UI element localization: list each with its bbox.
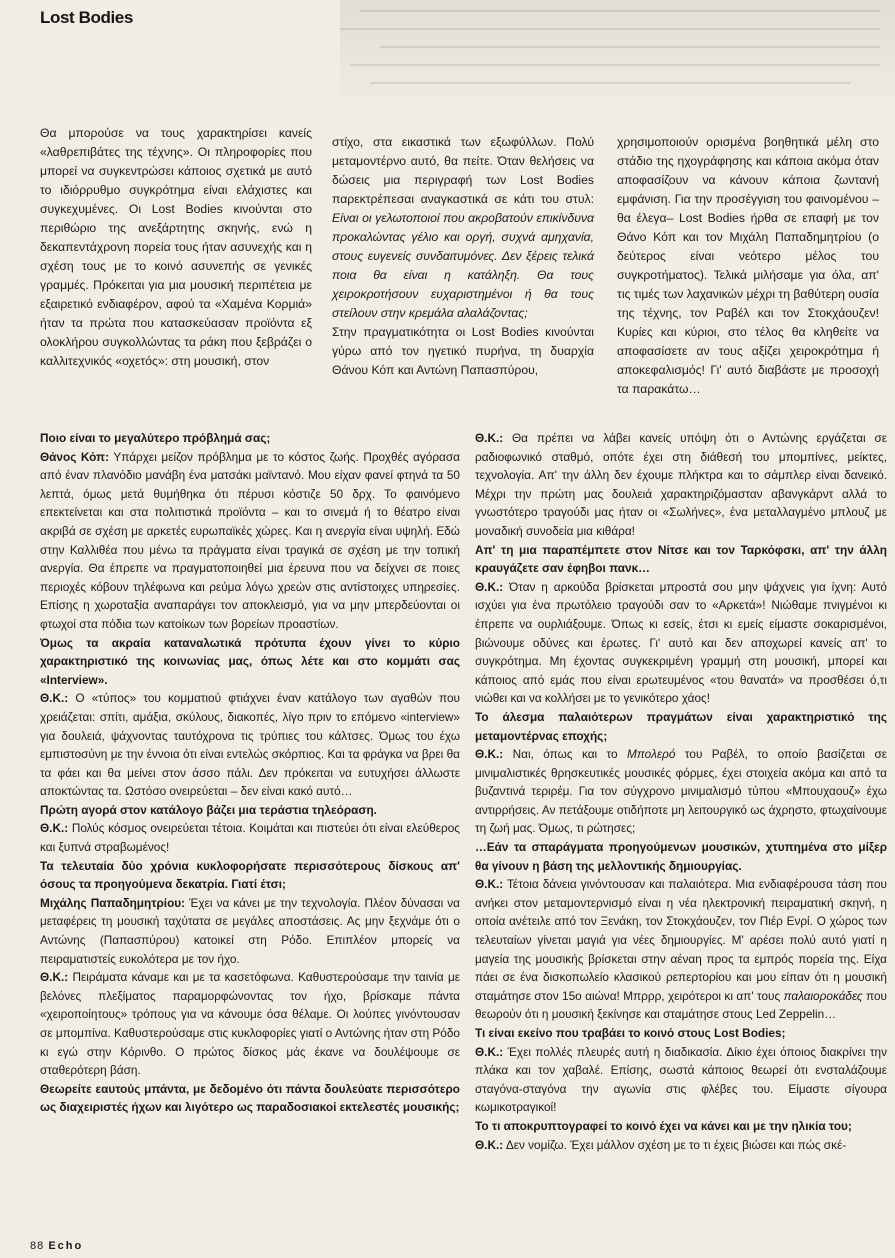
interview-answer xyxy=(475,1043,887,1117)
page-number: 88 xyxy=(30,1240,45,1252)
italic-title: παλαιοροκάδες xyxy=(783,988,863,1003)
page-footer xyxy=(30,1240,83,1252)
answer-text: Υπάρχει μείζον πρόβλημα με το κόστος ζωής. Προχθές αγόρασα από έναν πλανόδιο μανάβη ένα ματσάκι μαϊντανό. Μου είχαν φανεί φτηνά τα 50 λεπτά, όμως μετά θυμήθηκα ότι πέρυσι κόστιζε 50 δρχ. Το φαινόμενο επεκτείνεται και στα πολιτιστικά προϊόντα – και το σινεμά ή το θέατρο είναι ακριβά σε σχέση με αρκετές ευρωπαϊκές χώρες. Και η ανεργία είναι υψηλή. Εδώ στην Καλλιθέα που μένω τα πράγματα είναι τραγικά σε σχέση με την τοπική ανεργία. Θα έπρεπε να πραγματοποιηθεί μια έρευνα που να δείχνει σε ποιες περιοχές κόβουν τηλέφωνα και ρεύμα λόγω χρεών στις αντίστοιχες υπηρεσίες. Επίσης η χωροταξία αναπαράγει τον αποκλεισμό, για να μην μπερδεύονται οι φτωχοί στα πόδια των κατοίκων των βορείων προαστίων. xyxy=(40,449,460,631)
interview-answer xyxy=(475,429,887,541)
intro-paragraph: χρησιμοποιούν ορισμένα βοηθητικά μέλη στο στάδιο της ηχογράφησης και κάποια ακόμα όταν αποφασίζουν να κάνουν κάποια ζωντανή εμφάνιση. Για την προσέγγιση του φαινομένου –θα έλεγα– Lost Bodies ήρθα σε επαφή με τον Θάνο Κόπ και τον Μιχάλη Παπαδημητρίου (ο δεύτερος είναι νεότερο μέλος του συγκροτήματος). Τελικά μιλήσαμε για όλα, απ' τις τιμές των λαχανικών μέχρι τη βαθύτερη ουσία της τέχνης, τον Ραβέλ και τον Στοκχάουζεν! Κυρίες και κύριοι, στο τέλος θα κληθείτε να αποφασίσετε αν τους αξίζει χειροκρότημα ή αποκεφαλισμός! Γι' αυτό διαβάστε με προσοχή τα παρακάτω… xyxy=(617,135,879,396)
intro-paragraph: Θα μπορούσε να τους χαρακτηρίσει κανείς «λαθρεπιβάτες της τέχνης». Οι πληροφορίες που μπορεί να συγκεντρώσει κάποιος σχετικά με αυτό το ιδιόρρυθμο συγκρότημα είναι ελάχιστες και συγκεχυμένες. Οι Lost Bodies κινούνται στο περιθώριο της ανεξάρτητης σκηνής, ενώ η δεκαπεντάχρονη πορεία τους ήταν ασυνεχής και η σχέση τους με το κοινό ασυνεπής σε γενικές γραμμές. Πρόκειται για μια μουσική περιπέτεια με εξαιρετικό ενδιαφέρον, αφού τα «Χαμένα Κορμιά» ήταν τα πρώτα που κατασκεύασαν προϊόντα εξ ολοκλήρου συγκολλώντας τα ράκη που ξεβράζει ο καλλιτεχνικός «οχετός»: στη μουσική, στον xyxy=(40,126,312,368)
speaker-name: Θ.Κ.: xyxy=(475,747,504,762)
answer-text: Έχει να κάνει με την τεχνολογία. Πλέον δύνασαι να μεταφέρεις τη μουσική ταχύτατα σε μεγάλες αποστάσεις. Ας μην ξεχνάμε ότι ο Αντώνης (Παπασπύρου) κατοικεί στη Ρόδο. Επιπλέον μπορείς να πειραματιστείς ευκολότερα με τον ήχο. xyxy=(40,895,461,966)
interview-answer xyxy=(40,448,460,634)
answer-text: Θα πρέπει να λάβει κανείς υπόψη ότι ο Αντώνης εργάζεται σε ραδιοφωνικό σταθμό, οπότε έχει στη διάθεσή του μπομπίνες, μείκτες, τεχνολογία. Απ' την άλλη δεν έχουμε πλήκτρα και το σάμπλερ είναι δανεικό. Μέχρι την πρώτη μας δουλειά χαρακτηριζόμασταν αβανγκάρντ αλλά το γνωστότερο τραγούδι μας ήταν οι «Σωλήνες», ένα μεταλλαγμένο μπλουζ με μοναδική συνοδεία μια κιθάρα! xyxy=(475,431,887,538)
intro-text: στίχο, στα εικαστικά των εξωφύλλων. Πολύ μεταμοντέρνο αυτό, θα πείτε. Όταν θελήσεις να δώσεις μια περιγραφή των Lost Bodies παρεκτρέπεσαι αναγκαστικά σε κάτι του στυλ: xyxy=(332,135,594,206)
interview-question: Το τι αποκρυπτογραφεί το κοινό έχει να κάνει και με την ηλικία του; xyxy=(475,1118,852,1133)
answer-text: Ο «τύπος» του κομματιού φτιάχνει έναν κατάλογο των αγαθών που χρειάζεται: σπίτι, αμάξια, σκύλους, διακοπές, λίγο πριν το επόμενο «interview» για δουλειά, ψάχνοντας ταυτόχρονα τις τρύπιες του κάλτσες. Όμως του έχω εμπιστοσύνη με την έννοια ότι είναι εντελώς σκόρπιος. Και τα φράγκα να βρει θα τα φάει και θα μείνει στον άσσο πάλι. Δεν πρόκειται να ευτυχήσει άλλωστε αποκτώντας τα. Ωστόσο ονειρεύεται – δεν είναι κακό αυτό… xyxy=(40,691,460,799)
speaker-name: Θ.Κ.: xyxy=(475,877,504,892)
interview-question: Πρώτη αγορά στον κατάλογο βάζει μια τεράστια τηλεόραση. xyxy=(40,802,377,817)
magazine-name: Echo xyxy=(48,1240,84,1252)
answer-text: του Ραβέλ, το οποίο βασίζεται σε μινιμαλιστικές θρησκευτικές μουσικές φόρμες, έχει στοιχεία ακόμα και από τα βυζαντινά τεριρέμ. Για τον σύγχρονο μινιμαλισμό τύπου «Μπουχαουζ» έχω αντιρρήσεις. Αν πετάξουμε οτιδήποτε μη λειτουργικό ως άχρηστο, φτωχαίνουμε τη ζωή μας. Όμως, τι ρώτησες; xyxy=(475,747,887,836)
interview-question: Το άλεσμα παλαιότερων πραγμάτων είναι χαρακτηριστικό της μεταμοντέρνας εποχής; xyxy=(475,709,887,743)
answer-text: που θεωρούν ότι η μουσική ξεκίνησε και σταμάτησε στους Led Zeppelin… xyxy=(475,988,887,1022)
intro-column-3 xyxy=(617,133,879,399)
speaker-name: Θ.Κ.: xyxy=(475,431,504,445)
interview-question: Απ' τη μια παραπέμπετε στον Νίτσε και τον Ταρκόφσκι, απ' την άλλη κραυγάζετε σαν έφηβοι πανκ… xyxy=(475,542,887,576)
interview-answer xyxy=(40,894,460,968)
speaker-name: Μιχάλης Παπαδημητρίου: xyxy=(40,895,186,910)
interview-question: Τι είναι εκείνο που τραβάει το κοινό στους Lost Bodies; xyxy=(475,1026,786,1040)
section-title: Lost Bodies xyxy=(40,8,133,27)
intro-italic-quote: Είναι οι γελωτοποιοί που ακροβατούν επικίνδυνα προκαλώντας γέλιο και οργή, συχνά αμηχανία, στους ευγενείς συνδαιτυμόνες. Δεν ξέρεις τελικά ποια θα είναι η κατάληξη. Θα τους χειροκροτήσουν ευχαριστημένοι ή θα τους στείλουν στην κρεμάλα αλαλάζοντας; xyxy=(332,211,594,320)
interview-answer xyxy=(475,745,887,838)
interview-question: Τα τελευταία δύο χρόνια κυκλοφορήσατε περισσότερους δίσκους απ' όσους τα προηγούμενα δεκατρία. Γιατί έτσι; xyxy=(40,858,460,892)
answer-text: Έχει πολλές πλευρές αυτή η διαδικασία. Δίκιο έχει όποιος διακρίνει την πλάκα και τον χαβαλέ. Επίσης, σωστά κάποιος θεωρεί ότι ενσταλάζουμε σταγόνα-σταγόνα την αγωνία στις φλέβες του. Είμαστε σίγουρα κωμικοτραγικοί! xyxy=(475,1044,887,1115)
interview-answer xyxy=(40,819,460,856)
interview-answer xyxy=(475,1136,887,1155)
speaker-name: Θ.Κ.: xyxy=(475,1044,504,1059)
interview-question: Ποιο είναι το μεγαλύτερο πρόβλημά σας; xyxy=(40,431,271,445)
answer-text: Πολύς κόσμος ονειρεύεται τέτοια. Κοιμάται και πιστεύει ότι είναι ελεύθερος και ξυπνά στραβωμένος! xyxy=(40,821,460,855)
interview-answer xyxy=(40,968,460,1080)
interview-question: Όμως τα ακραία καταναλωτικά πρότυπα έχουν γίνει το κύριο χαρακτηριστικό της κοινωνίας μας, όπως λέτε και στο κομμάτι σας «Interview». xyxy=(40,635,460,687)
answer-text: Όταν η αρκούδα βρίσκεται μπροστά σου μην ψάχνεις για ίχνη: Αυτό ισχύει για ένα πρωτόλειο τραγούδι σαν το «Αρκετά»! Νιώθαμε πνιγμένοι κι έπρεπε να ουρλιάξουμε. Όπως κι εσείς, έτσι κι εμείς είμαστε σοκαρισμένοι, βιώνουμε οδύνες και έρωτες. Γι' αυτό και δεν αποχωρεί κανείς απ' το συγκρότημα. Μη έχοντας συγκεκριμένη γραμμή στη μουσική, μπορεί και κάποιος από εμάς που είναι ερωτευμένος «του θανατά» να προσθέσει ό,τι νιώθει και να κολλήσει με το γενικότερο χάος! xyxy=(475,579,887,706)
speaker-name: Θ.Κ.: xyxy=(475,579,504,594)
interview-column-left xyxy=(40,429,460,1117)
intro-paragraph: Στην πραγματικότητα οι Lost Bodies κινούνται γύρω από τον ηγετικό πυρήνα, τη δυαρχία Θάνου Κόπ και Αντώνη Παπασπύρου, xyxy=(332,325,594,377)
interview-answer xyxy=(475,578,887,708)
interview-answer xyxy=(475,875,887,1024)
interview-column-right xyxy=(475,429,887,1154)
answer-text: Τέτοια δάνεια γινόντουσαν και παλαιότερα. Μια ενδιαφέρουσα τάση που ανήκει στον μεταμοντερνισμό είναι η νέα ηλεκτρονική πειραματική σκηνή, η οποία ανέτειλε από τον Ξενάκη, τον Στοκχάουζεν, τον Πιέρ Ενρί. Ο χώρος των τελευταίων γίνεται μαγιά για νέες δημιουργίες. Μ' αρέσει πολύ αυτό γιατί η μαγεία της μουσικής βρίσκεται στην αέναη προς τα εμπρός πορεία της. Είχα πάει σε ένα δισκοπωλείο κλασικού ρεπερτορίου και μου είπαν ότι η μουσική σταμάτησε στον 15ο αιώνα! Μπρρρ, χειρότεροι κι απ' τους xyxy=(475,877,887,1003)
speaker-name: Θ.Κ.: xyxy=(40,970,69,985)
interview-question: Θεωρείτε εαυτούς μπάντα, με δεδομένο ότι πάντα δουλεύατε περισσότερο ως διαχειριστές ήχων και λιγότερο ως παραδοσιακοί εκτελεστές μουσικής; xyxy=(40,1081,460,1115)
show-through-print xyxy=(340,0,895,96)
intro-column-2 xyxy=(332,133,594,380)
speaker-name: Θάνος Κόπ: xyxy=(40,449,109,464)
speaker-name: Θ.Κ.: xyxy=(40,821,69,836)
speaker-name: Θ.Κ.: xyxy=(475,1137,504,1152)
interview-answer xyxy=(40,689,460,801)
intro-paragraph xyxy=(332,133,594,323)
italic-title: Μπολερό xyxy=(627,747,676,762)
answer-text: Πειράματα κάναμε και με τα κασετόφωνα. Καθυστερούσαμε την ταινία με βελόνες πλεξίματος παραμορφώνοντας τον ήχο, βρίσκαμε πάντα «χειροποίητους» τρόπους για να κάνουμε όσα θέλαμε. Οι λούπες γινόντουσαν σε μπομπίνα. Καθυστερούσαμε στις κυκλοφορίες γιατί ο Αντώνης ήταν στη Ρόδο κι εγώ στην Κόρινθο. Ο πρώτος δίσκος μάς έκανε να δουλέψουμε σε σταθερότερη βάση. xyxy=(40,970,460,1078)
speaker-name: Θ.Κ.: xyxy=(40,691,69,706)
intro-column-1 xyxy=(40,124,312,371)
answer-text: Δεν νομίζω. Έχει μάλλον σχέση με το τι έχεις βιώσει και πώς σκέ- xyxy=(503,1137,847,1152)
interview-question: …Εάν τα σπαράγματα προηγούμενων μουσικών, χτυπημένα στο μίξερ θα γίνουν η βάση της μελλοντικής δημιουργίας. xyxy=(475,840,887,873)
answer-text: Ναι, όπως και το xyxy=(503,747,628,762)
